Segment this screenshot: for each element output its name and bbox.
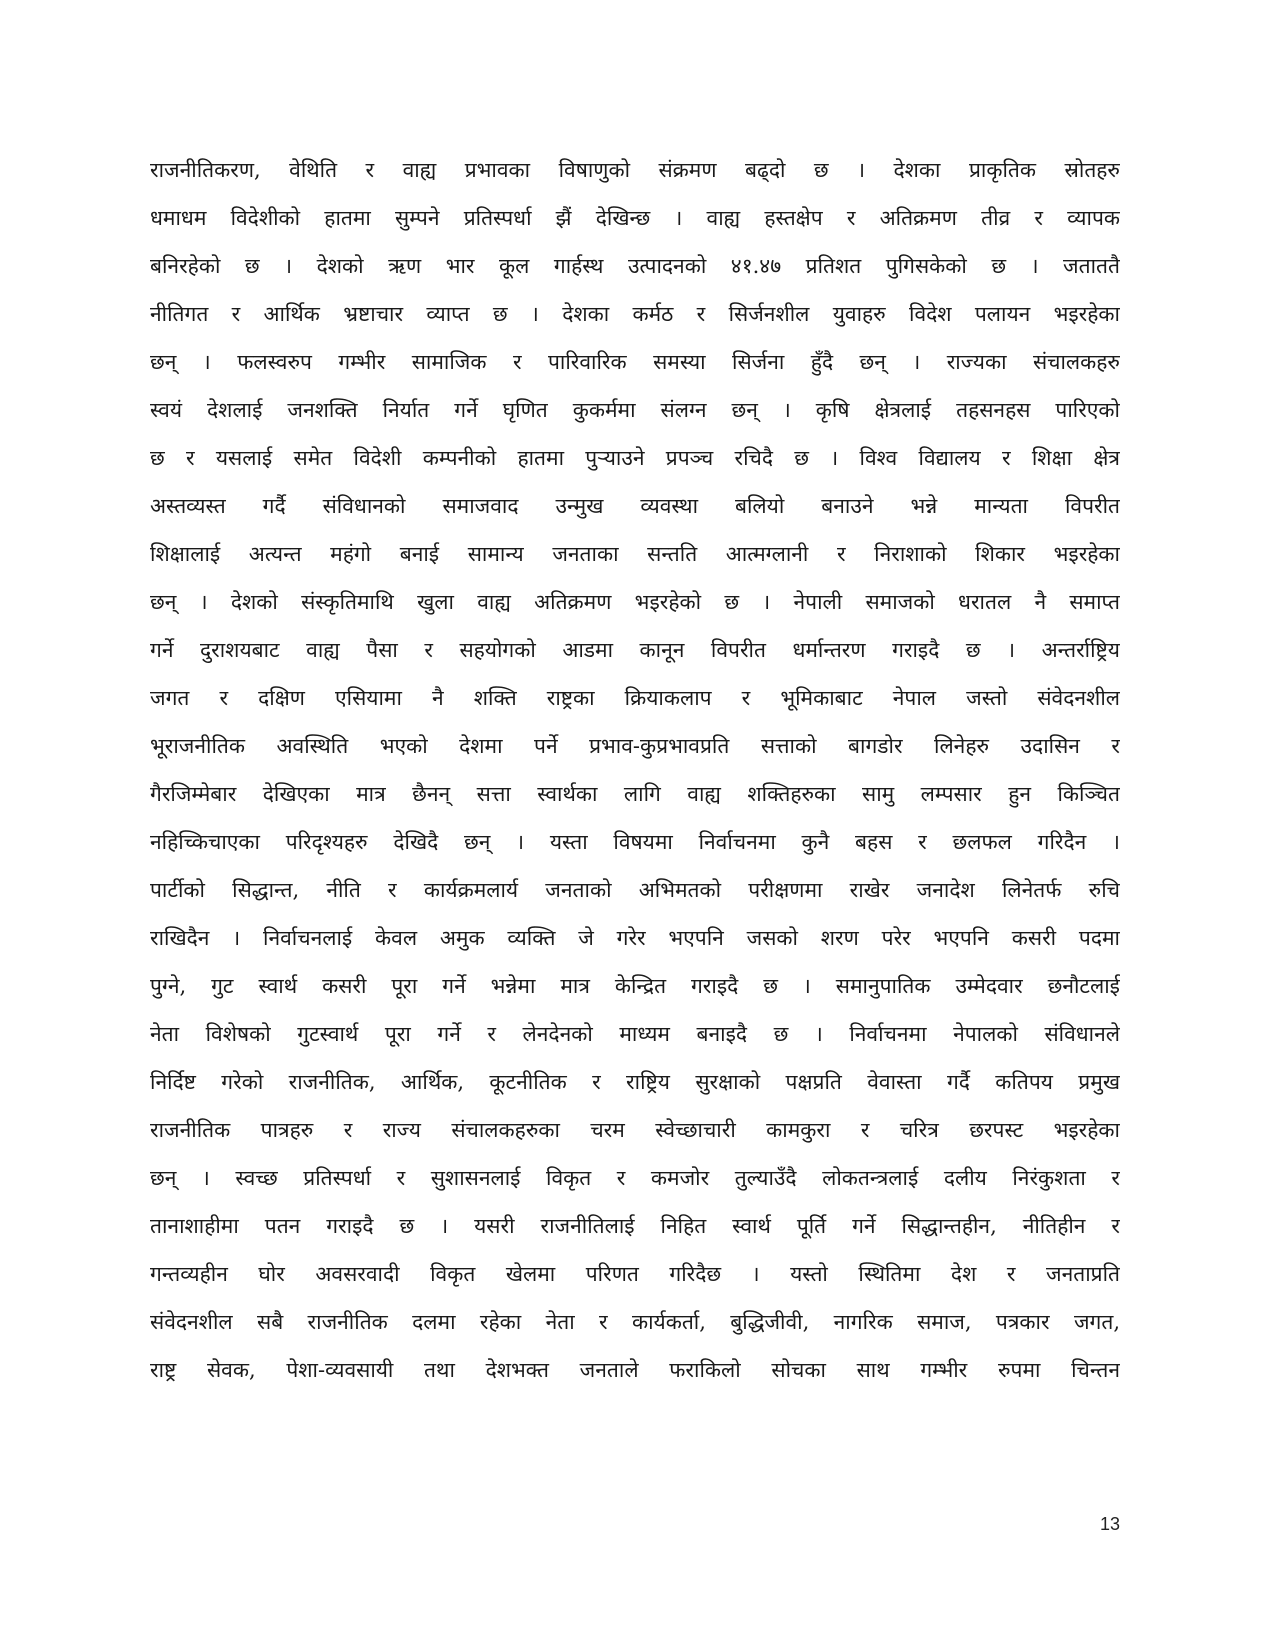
paragraph-line-17: राखिदैन । निर्वाचनलाई केवल अमुक व्यक्ति जे गरेर भएपनि जसको शरण परेर भएपनि कसरी पदमा — [150, 926, 1120, 950]
paragraph-line-1: राजनीतिकरण, वेथिति र वाह्य प्रभावका विषाणुको संक्रमण बढ्दो छ । देशका प्राकृतिक स्रोतहरु — [150, 158, 1120, 182]
paragraph-line-2: धमाधम विदेशीको हातमा सुम्पने प्रतिस्पर्धा झैं देखिन्छ । वाह्य हस्तक्षेप र अतिक्रमण तीव्र र व्यापक — [150, 206, 1120, 230]
paragraph-line-14: गैरजिम्मेबार देखिएका मात्र छैनन् सत्ता स्वार्थका लागि वाह्य शक्तिहरुका सामु लम्पसार हुन किञ्चित — [150, 782, 1120, 806]
paragraph-line-12: जगत र दक्षिण एसियामा नै शक्ति राष्ट्रका क्रियाकलाप र भूमिकाबाट नेपाल जस्तो संवेदनशील — [150, 686, 1120, 710]
paragraph-line-20: निर्दिष्ट गरेको राजनीतिक, आर्थिक, कूटनीतिक र राष्ट्रिय सुरक्षाको पक्षप्रति वेवास्ता गर्दै कतिपय प्रमुख — [150, 1070, 1120, 1094]
paragraph-line-21: राजनीतिक पात्रहरु र राज्य संचालकहरुका चरम स्वेच्छाचारी कामकुरा र चरित्र छरपस्ट भइरहेका — [150, 1118, 1120, 1142]
paragraph-line-7: छ र यसलाई समेत विदेशी कम्पनीको हातमा पुऱ्याउने प्रपञ्च रचिदै छ । विश्व विद्यालय र शिक्षा क्षेत्र — [150, 446, 1120, 470]
paragraph-line-22: छन् । स्वच्छ प्रतिस्पर्धा र सुशासनलाई विकृत र कमजोर तुल्याउँदै लोकतन्त्रलाई दलीय निरंकुशता र — [150, 1166, 1120, 1190]
paragraph-line-16: पार्टीको सिद्धान्त, नीति र कार्यक्रमलार्य जनताको अभिमतको परीक्षणमा राखेर जनादेश लिनेतर्फ रुचि — [150, 878, 1120, 902]
paragraph-line-4: नीतिगत र आर्थिक भ्रष्टाचार व्याप्त छ । देशका कर्मठ र सिर्जनशील युवाहरु विदेश पलायन भइरहेका — [150, 302, 1120, 326]
paragraph-line-15: नहिच्किचाएका परिदृश्यहरु देखिदै छन् । यस्ता विषयमा निर्वाचनमा कुनै बहस र छलफल गरिदैन । — [150, 830, 1120, 854]
paragraph-line-8: अस्तव्यस्त गर्दै संविधानको समाजवाद उन्मुख व्यवस्था बलियो बनाउने भन्ने मान्यता विपरीत — [150, 494, 1120, 518]
paragraph-line-25: संवेदनशील सबै राजनीतिक दलमा रहेका नेता र कार्यकर्ता, बुद्धिजीवी, नागरिक समाज, पत्रकार जगत, — [150, 1310, 1120, 1334]
paragraph-line-23: तानाशाहीमा पतन गराइदै छ । यसरी राजनीतिलाई निहित स्वार्थ पूर्ति गर्ने सिद्धान्तहीन, नीतिहीन र — [150, 1214, 1120, 1238]
paragraph-line-26: राष्ट्र सेवक, पेशा-व्यवसायी तथा देशभक्त जनताले फराकिलो सोचका साथ गम्भीर रुपमा चिन्तन — [150, 1358, 1120, 1382]
paragraph-line-24: गन्तव्यहीन घोर अवसरवादी विकृत खेलमा परिणत गरिदैछ । यस्तो स्थितिमा देश र जनताप्रति — [150, 1262, 1120, 1286]
paragraph-line-3: बनिरहेको छ । देशको ऋण भार कूल गार्हस्थ उत्पादनको ४१.४७ प्रतिशत पुगिसकेको छ । जताततै — [150, 254, 1120, 278]
paragraph-line-9: शिक्षालाई अत्यन्त महंगो बनाई सामान्य जनताका सन्तति आत्मग्लानी र निराशाको शिकार भइरहेका — [150, 542, 1120, 566]
paragraph-line-6: स्वयं देशलाई जनशक्ति निर्यात गर्ने घृणित कुकर्ममा संलग्न छन् । कृषि क्षेत्रलाई तहसनहस पारिएको — [150, 398, 1120, 422]
paragraph-line-11: गर्ने दुराशयबाट वाह्य पैसा र सहयोगको आडमा कानून विपरीत धर्मान्तरण गराइदै छ । अन्तर्राष्ट्रिय — [150, 638, 1120, 662]
paragraph-line-13: भूराजनीतिक अवस्थिति भएको देशमा पर्ने प्रभाव-कुप्रभावप्रति सत्ताको बागडोर लिनेहरु उदासिन र — [150, 734, 1120, 758]
paragraph-line-10: छन् । देशको संस्कृतिमाथि खुला वाह्य अतिक्रमण भइरहेको छ । नेपाली समाजको धरातल नै समाप्त — [150, 590, 1120, 614]
body-paragraph — [150, 146, 1120, 1394]
paragraph-line-19: नेता विशेषको गुटस्वार्थ पूरा गर्ने र लेनदेनको माध्यम बनाइदै छ । निर्वाचनमा नेपालको संविधानले — [150, 1022, 1120, 1046]
paragraph-line-5: छन् । फलस्वरुप गम्भीर सामाजिक र पारिवारिक समस्या सिर्जना हुँदै छन् । राज्यका संचालकहरु — [150, 350, 1120, 374]
page-number: 13 — [1099, 1514, 1120, 1534]
paragraph-line-18: पुग्ने, गुट स्वार्थ कसरी पूरा गर्ने भन्नेमा मात्र केन्द्रित गराइदै छ । समानुपातिक उम्मेदवार छनौटलाई — [150, 974, 1120, 998]
